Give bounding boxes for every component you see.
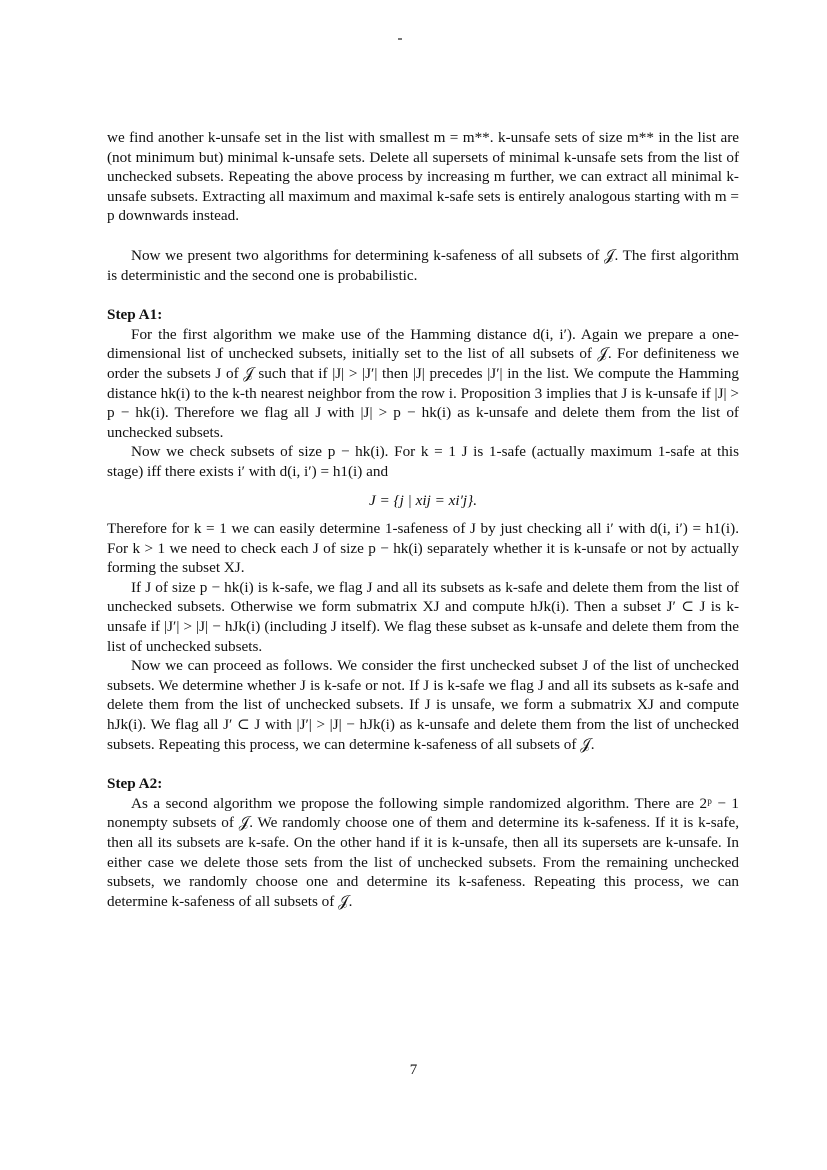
paragraph-intro: we find another k-unsafe set in the list with smallest m = m**. k-unsafe sets of size m** in the list are (not minimum but) minimal k-unsafe sets. Delete all supersets of minimal k-unsafe sets from the list of unchecked subsets. Repeating the above process by increasing m further, we can extract all minimal k-unsafe subsets. Extracting all maximum and maximal k-safe sets is entirely analogous starting with m = p downwards instead. <box>107 129 739 225</box>
page-number: 7 <box>409 1062 418 1078</box>
step-a1-paragraph-2: Now we check subsets of size p − hk(i). For k = 1 J is 1-safe (actually maximum 1-safe at this stage) iff there exists i′ with d(i, i′) = h1(i) and <box>107 443 739 480</box>
paragraph-algorithms-overview: Now we present two algorithms for determining k-safeness of all subsets of 𝒥. The first algorithm is deterministic and the second one is probabilistic. <box>107 246 739 284</box>
header-mark <box>398 38 402 40</box>
step-a1-paragraph-4: If J of size p − hk(i) is k-safe, we flag J and all its subsets as k-safe and delete them from the list of unchecked subsets. Otherwise we form submatrix XJ and compute hJk(i). Then a subset J′ ⊂ J is k-unsafe if |J′| > |J| − hJk(i) (including J itself). We flag these subset as k-unsafe and delete them from the list of unchecked subsets. <box>107 578 739 655</box>
display-equation: J = {j | xij = xi′j}. <box>368 491 478 509</box>
step-a2-heading: Step A2: <box>107 775 163 793</box>
page-body <box>107 128 739 911</box>
step-a1-heading: Step A1: <box>107 306 163 324</box>
step-a2-paragraph-1: As a second algorithm we propose the following simple randomized algorithm. There are 2ᵖ − 1 nonempty subsets of 𝒥. We randomly choose one of them and determine its k-safeness. If it is k-safe, then all its subsets are k-safe. On the other hand if it is k-unsafe, then all its supersets are k-unsafe. In either case we delete those sets from the list of unchecked subsets. From the remaining unchecked subsets, we randomly choose one and determine its k-safeness. Repeating this process, we can determine k-safeness of all subsets of 𝒥. <box>107 794 739 910</box>
step-a1-paragraph-3: Therefore for k = 1 we can easily determine 1-safeness of J by just checking all i′ with d(i, i′) = h1(i). For k > 1 we need to check each J of size p − hk(i) separately whether it is k-unsafe or not by actually forming the subset XJ. <box>107 520 739 577</box>
step-a1-paragraph-1: For the first algorithm we make use of the Hamming distance d(i, i′). Again we prepare a one-dimensional list of unchecked subsets, initially set to the list of all subsets of 𝒥. For definiteness we order the subsets J of 𝒥 such that if |J| > |J′| then |J| precedes |J′| in the list. We compute the Hamming distance hk(i) to the k-th nearest neighbor from the row i. Proposition 3 implies that J is k-unsafe if |J| > p − hk(i). Therefore we flag all J with |J| > p − hk(i) as k-unsafe and delete them from the list of unchecked subsets. <box>107 325 739 441</box>
step-a1-paragraph-5: Now we can proceed as follows. We consider the first unchecked subset J of the list of unchecked subsets. We determine whether J is k-safe or not. If J is k-safe we flag J and all its subsets as k-safe and delete them from the list of unchecked subsets. If J is unsafe, we form a submatrix XJ and compute hJk(i). We flag all J′ ⊂ J with |J′| > |J| − hJk(i) as k-unsafe and delete them from the list of unchecked subsets. Repeating this process, we can determine k-safeness of all subsets of 𝒥. <box>107 657 739 753</box>
